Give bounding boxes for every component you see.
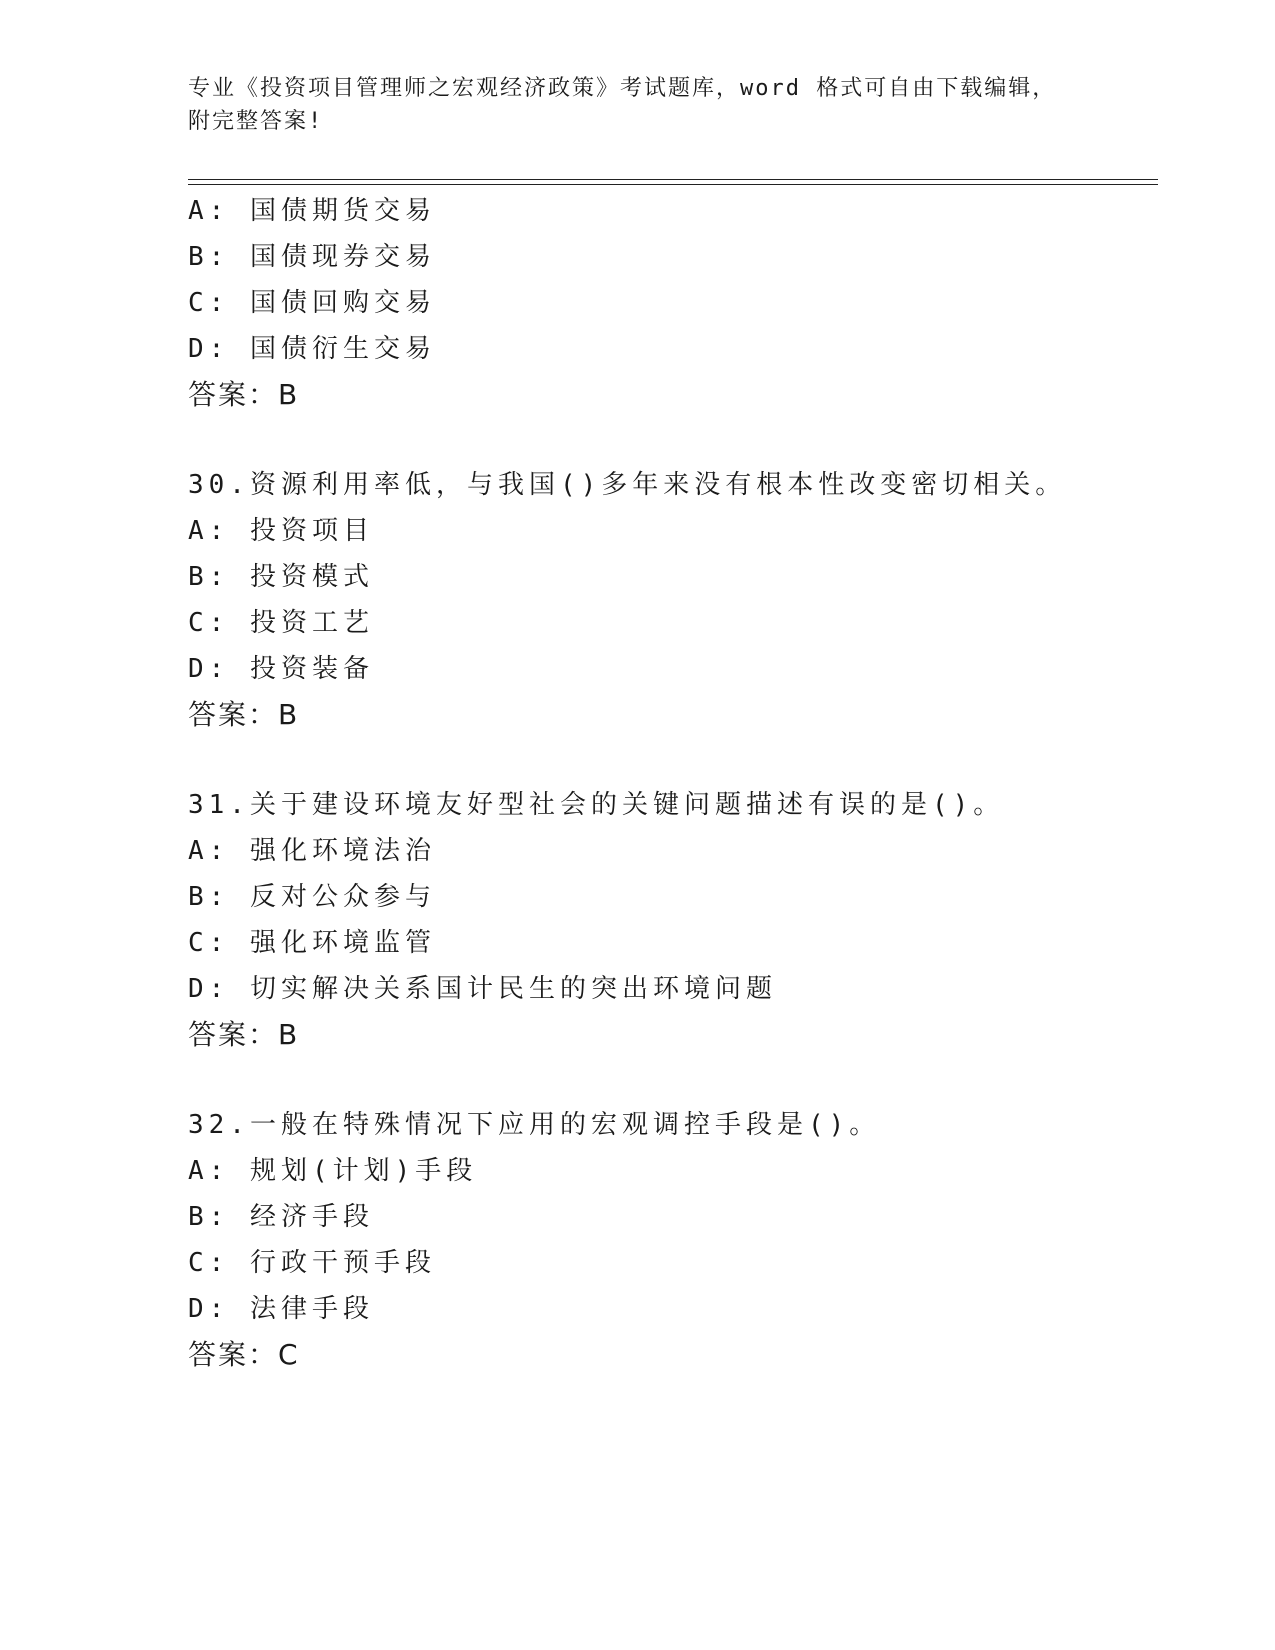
option-d: D: 国债衍生交易 [188, 334, 436, 364]
question-block-29 [188, 188, 1148, 418]
option-a: A: 投资项目 [188, 516, 374, 546]
question-block-31 [188, 782, 1148, 1058]
question-stem: 32.一般在特殊情况下应用的宏观调控手段是()。 [188, 1110, 881, 1140]
question-block-30 [188, 462, 1148, 738]
option-b: B: 国债现券交易 [188, 242, 436, 272]
question-block-32 [188, 1102, 1148, 1378]
option-d: D: 法律手段 [188, 1294, 374, 1324]
question-list [188, 188, 1148, 1378]
question-stem: 30.资源利用率低，与我国()多年来没有根本性改变密切相关。 [188, 470, 1067, 500]
option-d: D: 切实解决关系国计民生的突出环境问题 [188, 974, 777, 1004]
option-c: C: 行政干预手段 [188, 1248, 436, 1278]
spacer [188, 1058, 1148, 1102]
option-c: C: 投资工艺 [188, 608, 374, 638]
answer-line: 答案：B [188, 378, 300, 411]
option-a: A: 强化环境法治 [188, 836, 436, 866]
spacer [188, 418, 1148, 462]
header-line-2: 附完整答案! [188, 109, 324, 134]
option-a: A: 规划(计划)手段 [188, 1156, 478, 1186]
option-c: C: 国债回购交易 [188, 288, 436, 318]
header-line-1: 专业《投资项目管理师之宏观经济政策》考试题库，word 格式可自由下载编辑， [188, 76, 1057, 101]
answer-line: 答案：B [188, 698, 300, 731]
option-b: B: 反对公众参与 [188, 882, 436, 912]
option-b: B: 经济手段 [188, 1202, 374, 1232]
answer-line: 答案：B [188, 1018, 300, 1051]
option-a: A: 国债期货交易 [188, 196, 436, 226]
spacer [188, 738, 1148, 782]
header-divider-bottom [188, 184, 1158, 185]
document-header [188, 72, 1088, 138]
option-b: B: 投资模式 [188, 562, 374, 592]
option-c: C: 强化环境监管 [188, 928, 436, 958]
header-divider-top [188, 179, 1158, 180]
option-d: D: 投资装备 [188, 654, 374, 684]
question-stem: 31.关于建设环境友好型社会的关键问题描述有误的是()。 [188, 790, 1005, 820]
answer-line: 答案：C [188, 1338, 300, 1371]
